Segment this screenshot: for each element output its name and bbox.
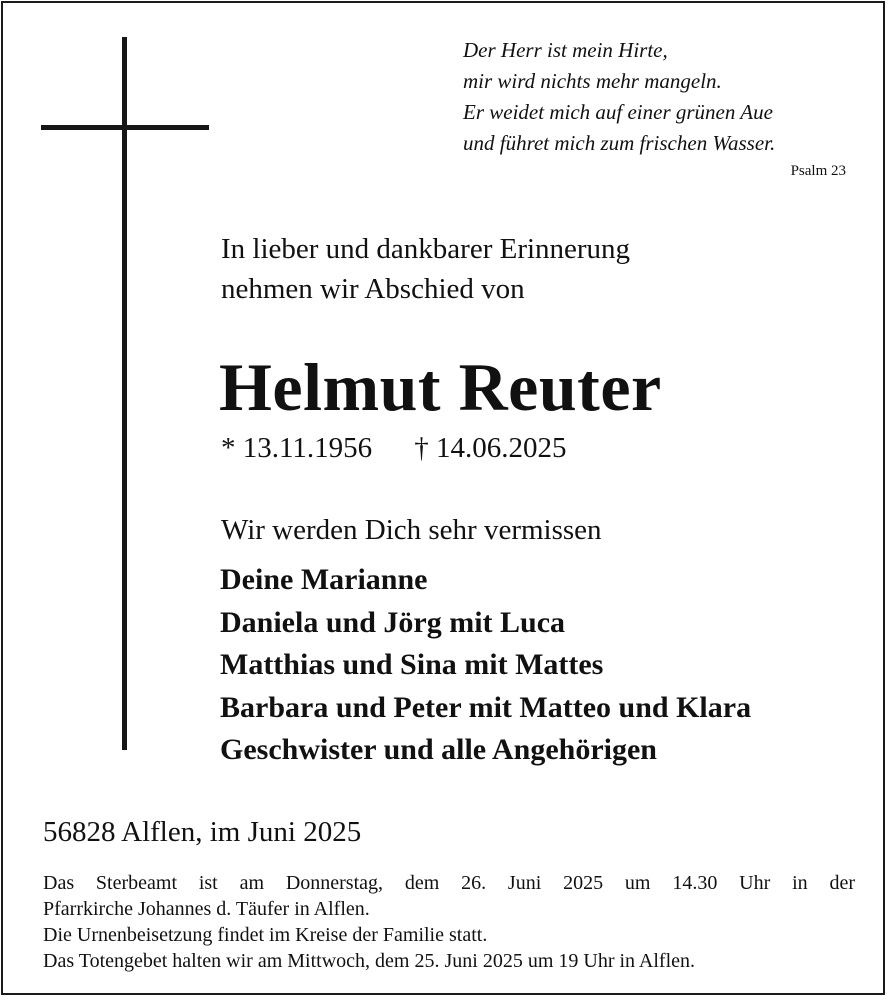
- mourner-name: Matthias und Sina mit Mattes: [220, 648, 604, 681]
- life-dates: [221, 430, 566, 466]
- mourners-list: [220, 559, 751, 772]
- cross-icon: [122, 37, 127, 750]
- birth-date: * 13.11.1956: [221, 432, 373, 464]
- farewell-text: Wir werden Dich sehr vermissen: [221, 514, 602, 546]
- mourner-name: Geschwister und alle Angehörigen: [220, 733, 657, 766]
- cross-icon-crossbar: [41, 125, 209, 130]
- psalm-line: und führet mich zum frischen Wasser.: [463, 131, 776, 155]
- psalm-line: Er weidet mich auf einer grünen Aue: [463, 100, 773, 124]
- funeral-notice: [43, 870, 855, 974]
- intro-line: In lieber und dankbarer Erinnerung: [221, 233, 631, 265]
- place-date: 56828 Alflen, im Juni 2025: [43, 816, 362, 848]
- intro-line: nehmen wir Abschied von: [221, 273, 525, 305]
- mourner-name: Daniela und Jörg mit Luca: [220, 605, 566, 639]
- psalm-quote: [463, 35, 775, 159]
- notice-line: Das Totengebet halten wir am Mittwoch, dem 25. Juni 2025 um 19 Uhr in Alflen.: [43, 950, 696, 972]
- psalm-reference: Psalm 23: [790, 163, 846, 179]
- deceased-name: Helmut Reuter: [219, 349, 662, 425]
- obituary-frame: [1, 1, 885, 995]
- death-date: † 14.06.2025: [414, 432, 567, 464]
- notice-line: Die Urnenbeisetzung findet im Kreise der Familie statt.: [43, 924, 488, 946]
- intro-text: [221, 229, 630, 309]
- notice-line: Das Sterbeamt ist am Donnerstag, dem 26. Juni 2025 um 14.30 Uhr in der: [43, 872, 855, 894]
- notice-line: Pfarrkirche Johannes d. Täufer in Alflen.: [43, 898, 370, 920]
- psalm-line: Der Herr ist mein Hirte,: [463, 38, 668, 62]
- psalm-line: mir wird nichts mehr mangeln.: [463, 69, 722, 93]
- mourner-name: Deine Marianne: [220, 563, 428, 596]
- mourner-name: Barbara und Peter mit Matteo und Klara: [220, 690, 752, 724]
